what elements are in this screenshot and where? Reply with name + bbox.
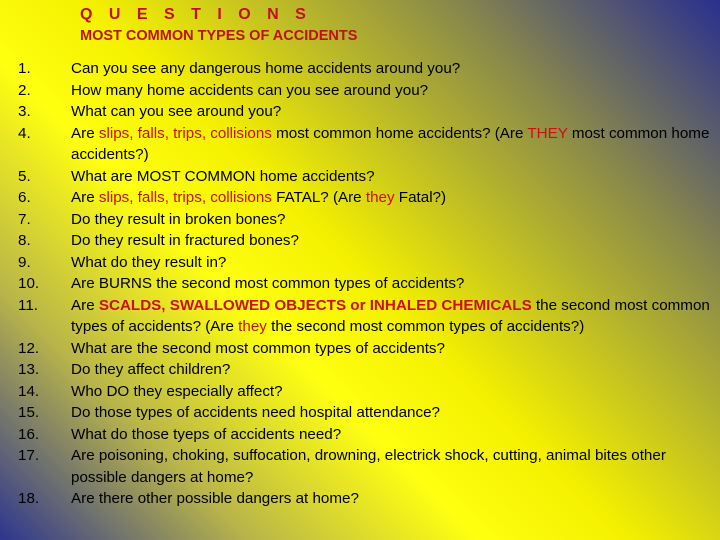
question-text-segment: Are (71, 189, 99, 206)
question-list (18, 58, 718, 510)
question-text-segment: Fatal?) (394, 189, 447, 206)
question-text-segment: most common home accidents? (Are (271, 124, 528, 142)
question-item (18, 58, 718, 80)
question-number: 6. (18, 189, 31, 206)
question-text-segment: FATAL? (Are (271, 189, 366, 206)
question-text (71, 447, 666, 486)
question-item (18, 424, 718, 446)
question-item (18, 445, 718, 488)
question-number: 9. (18, 253, 31, 271)
question-text-segment: What do those tyeps of accidents need? (71, 425, 342, 443)
question-text-segment: What can you see around you? (71, 103, 282, 120)
question-number: 13. (18, 361, 40, 378)
question-text (71, 383, 283, 400)
question-text-segment: the second most common types of accidents?) (266, 318, 585, 335)
question-item (18, 101, 718, 123)
question-text (71, 232, 299, 249)
question-text-segment: Are (71, 124, 99, 142)
question-item (18, 166, 718, 188)
question-number: 15. (18, 404, 40, 421)
question-text-segment: Are (71, 296, 99, 314)
question-text-segment: most common home accidents?) (71, 124, 710, 163)
question-text (71, 361, 230, 378)
question-text (71, 168, 375, 185)
question-item (18, 402, 718, 424)
highlighted-text: they (238, 318, 267, 335)
question-number: 17. (18, 447, 40, 464)
question-item (18, 187, 718, 209)
question-number: 10. (18, 275, 40, 292)
question-text-segment: Are BURNS the second most common types of accidents? (71, 275, 465, 292)
question-text-segment: Who DO they especially affect? (71, 382, 283, 400)
highlighted-text: SCALDS, SWALLOWED OBJECTS or INHALED CHEMICALS (98, 296, 532, 314)
question-text-segment: Do they affect children? (71, 361, 231, 378)
question-item (18, 273, 718, 295)
question-number: 5. (18, 167, 31, 185)
question-text-segment: What are the second most common types of accidents? (71, 339, 445, 357)
question-text (71, 340, 445, 357)
question-item (18, 359, 718, 381)
question-text (71, 60, 460, 77)
question-number: 18. (18, 490, 40, 507)
question-text (71, 275, 464, 292)
question-item (18, 123, 718, 166)
question-text (71, 189, 446, 206)
question-item (18, 252, 718, 274)
question-number: 8. (18, 232, 31, 249)
highlighted-text: THEY (527, 124, 568, 142)
question-text (71, 103, 281, 120)
question-text-segment: Do those types of accidents need hospital attendance? (71, 404, 440, 421)
question-number: 14. (18, 382, 40, 400)
question-text-segment: Are poisoning, choking, suffocation, drowning, electrick shock, cutting, animal bites other possible dangers at home? (71, 447, 666, 486)
question-number: 11. (18, 296, 38, 314)
question-text (71, 404, 440, 421)
question-text-segment: Do they result in fractured bones? (71, 232, 299, 249)
question-text-segment: the second most common types of accidents? (Are (71, 296, 710, 335)
question-text-segment: What are MOST COMMON home accidents? (71, 167, 375, 185)
highlighted-text: slips, falls, trips, collisions (98, 124, 272, 142)
question-item (18, 80, 718, 102)
question-number: 12. (18, 339, 40, 357)
highlighted-text: they (365, 189, 395, 206)
question-number: 2. (18, 81, 31, 99)
question-number: 7. (18, 210, 31, 228)
slide-title: Q U E S T I O N S (80, 6, 312, 23)
question-text-segment: Are there other possible dangers at home? (71, 490, 359, 507)
question-item (18, 209, 718, 231)
question-item (18, 230, 718, 252)
question-text (71, 426, 341, 443)
question-text-segment: Do they result in broken bones? (71, 210, 286, 228)
question-number: 3. (18, 103, 31, 120)
question-text (71, 490, 359, 507)
question-text (71, 254, 226, 271)
question-number: 1. (18, 60, 31, 77)
question-text (71, 82, 428, 99)
slide-subtitle: MOST COMMON TYPES OF ACCIDENTS (80, 28, 358, 44)
question-text-segment: What do they result in? (71, 253, 227, 271)
highlighted-text: slips, falls, trips, collisions (98, 189, 272, 206)
question-text-segment: Can you see any dangerous home accidents around you? (71, 60, 461, 77)
question-text (71, 211, 285, 228)
question-number: 4. (18, 124, 31, 142)
question-text (71, 297, 710, 336)
question-item (18, 338, 718, 360)
question-item (18, 488, 718, 510)
question-number: 16. (18, 425, 40, 443)
question-item (18, 381, 718, 403)
question-item (18, 295, 718, 338)
question-text (71, 125, 709, 164)
question-text-segment: How many home accidents can you see around you? (71, 81, 429, 99)
